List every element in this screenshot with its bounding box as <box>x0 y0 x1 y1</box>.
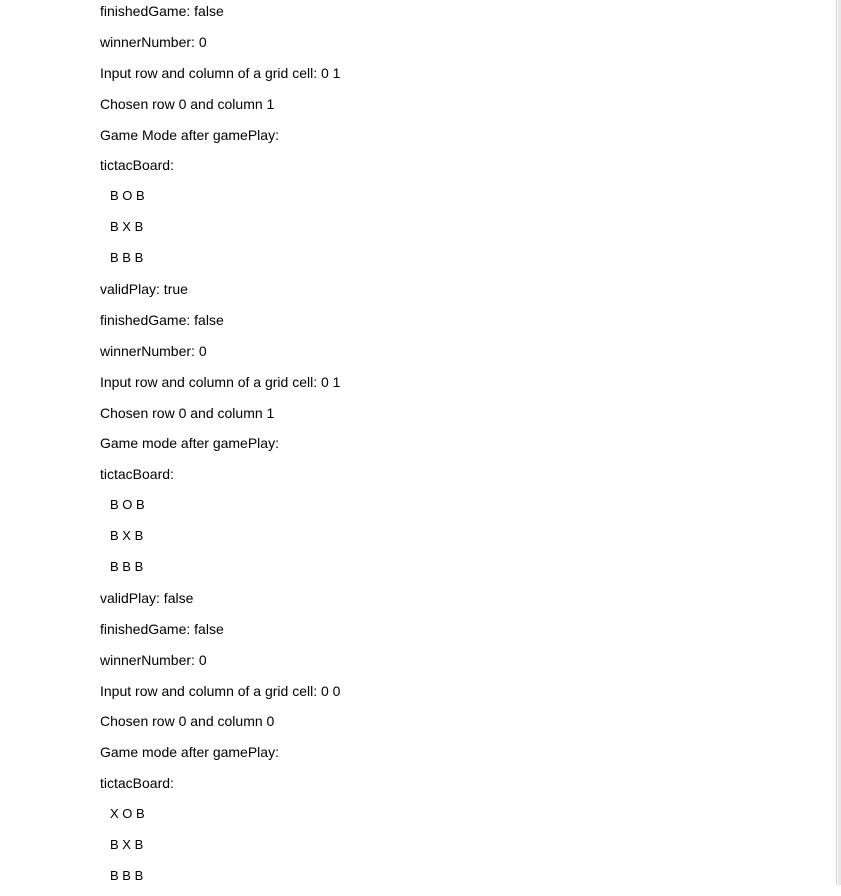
console-output <box>100 0 800 896</box>
board-row: B X B <box>110 219 144 235</box>
output-line: Input row and column of a grid cell: 0 0 <box>100 682 341 699</box>
board-row: B X B <box>110 528 144 544</box>
output-line: finishedGame: false <box>100 311 224 328</box>
board-row: B B B <box>110 867 144 883</box>
board-row: B B B <box>110 559 144 575</box>
output-line: Chosen row 0 and column 1 <box>100 404 275 421</box>
output-line: finishedGame: false <box>100 620 224 637</box>
output-line: Input row and column of a grid cell: 0 1 <box>100 64 341 81</box>
output-line: winnerNumber: 0 <box>100 342 207 359</box>
output-line: Game mode after gamePlay: <box>100 435 279 452</box>
board-row: B X B <box>110 837 144 853</box>
output-line: Game Mode after gamePlay: <box>100 126 279 143</box>
output-line: Game mode after gamePlay: <box>100 744 279 761</box>
board-row: B O B <box>110 497 145 513</box>
output-line: tictacBoard: <box>100 157 174 174</box>
output-line: tictacBoard: <box>100 775 174 792</box>
board-row: B O B <box>110 188 145 204</box>
output-line: validPlay: true <box>100 281 188 298</box>
output-line: finishedGame: false <box>100 3 224 19</box>
output-line: Chosen row 0 and column 1 <box>100 95 275 112</box>
output-line: Chosen row 0 and column 0 <box>100 713 275 730</box>
board-row: B B B <box>110 250 144 266</box>
output-line: winnerNumber: 0 <box>100 33 207 50</box>
board-row: X O B <box>110 806 145 822</box>
output-line: tictacBoard: <box>100 466 174 483</box>
output-line: winnerNumber: 0 <box>100 651 207 668</box>
output-line: Input row and column of a grid cell: 0 1 <box>100 373 341 390</box>
output-line: validPlay: false <box>100 589 194 606</box>
